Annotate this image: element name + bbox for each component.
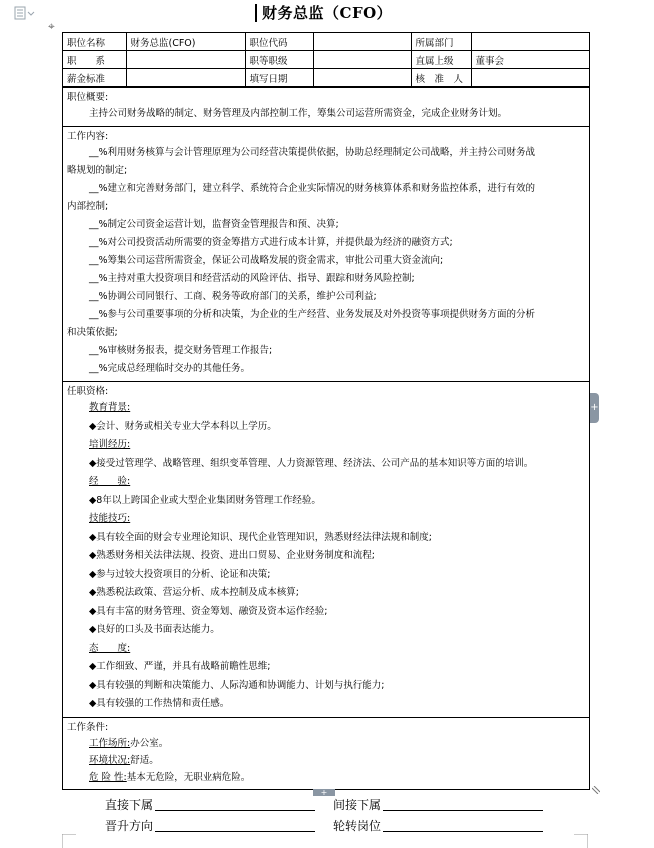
- info-row: [63, 33, 589, 51]
- section-heading: 工作条件:: [67, 721, 109, 733]
- qualifications-section[interactable]: [63, 381, 589, 717]
- add-column-button[interactable]: [590, 393, 599, 423]
- field-value[interactable]: [471, 33, 589, 51]
- requirement-item: ◆具有较强的判断和决策能力、人际沟通和协调能力、计划与执行能力;: [89, 679, 385, 691]
- resize-handle-icon[interactable]: [592, 786, 600, 794]
- condition-item: [67, 769, 585, 786]
- direct-reports-label: 直接下属: [105, 798, 154, 812]
- section-heading: 任职资格:: [67, 386, 109, 397]
- duty-line: 略规划的制定;: [67, 165, 128, 176]
- field-label: 职 系: [63, 51, 126, 69]
- field-value[interactable]: [126, 51, 245, 69]
- education-label: 教育背景:: [89, 402, 131, 413]
- training-label: 培训经历:: [89, 439, 131, 450]
- duty-line: 和决策依据;: [67, 327, 118, 338]
- corner-mark-icon: [574, 834, 588, 848]
- info-row: [63, 69, 589, 87]
- duty-item: __%筹集公司运营所需资金，保证公司战略发展的资金需求，审批公司重大资金流向;: [89, 255, 444, 266]
- promotion-path-field[interactable]: [155, 817, 315, 832]
- skills-label: 技能技巧:: [89, 513, 131, 524]
- field-value[interactable]: 董事会: [471, 51, 589, 69]
- duty-item: __%主持对重大投资项目和经营活动的风险评估、指导、跟踪和财务风险控制;: [89, 273, 415, 284]
- duty-line: __%建立和完善财务部门，建立科学、系统符合企业实际情况的财务核算体系和财务监控体系，进行有效的: [89, 183, 536, 194]
- requirement-item: ◆具有丰富的财务管理、资金筹划、融资及资本运作经验;: [89, 605, 328, 617]
- field-value[interactable]: [126, 69, 245, 87]
- field-label: 职位名称: [63, 33, 126, 51]
- field-label: 填写日期: [245, 69, 313, 87]
- field-value[interactable]: [313, 33, 411, 51]
- field-value[interactable]: [471, 69, 589, 87]
- conditions-section[interactable]: [63, 717, 589, 789]
- field-value[interactable]: 财务总监(CFO): [126, 33, 245, 51]
- duty-item: __%制定公司资金运营计划，监督资金管理报告和预、决算;: [89, 219, 339, 230]
- duty-item: __%对公司投资活动所需要的资金筹措方式进行成本计算，并提供最为经济的融资方式;: [89, 237, 453, 248]
- duty-item: __%审核财务报表，提交财务管理工作报告;: [89, 345, 273, 356]
- info-row: [63, 51, 589, 69]
- overview-section[interactable]: [63, 87, 589, 126]
- duty-item: __%完成总经理临时交办的其他任务。: [89, 363, 251, 374]
- info-table: [63, 33, 589, 87]
- requirement-item: ◆参与过较大投资项目的分析、论证和决策;: [89, 568, 271, 580]
- duty-line: __%参与公司重要事项的分析和决策，为企业的生产经营、业务发展及对外投资等事项提供财务方面的分析: [89, 309, 536, 320]
- section-heading: 职位概要:: [67, 92, 109, 103]
- condition-value: 舒适。: [130, 754, 159, 766]
- condition-item: [67, 735, 585, 752]
- condition-value: 基本无危险，无职业病危险。: [126, 771, 251, 783]
- requirement-item: ◆良好的口头及书面表达能力。: [89, 624, 220, 635]
- requirement-item: ◆工作细致、严谨，并具有战略前瞻性思维;: [89, 661, 271, 672]
- duty-item: [67, 306, 585, 342]
- duty-line: 内部控制;: [67, 201, 109, 212]
- attitude-label: 态 度:: [89, 642, 131, 654]
- field-label: 所属部门: [411, 33, 471, 51]
- indirect-reports-label: 间接下属: [333, 798, 382, 812]
- direct-reports-field[interactable]: [155, 796, 315, 811]
- move-handle-icon[interactable]: ⌖: [48, 19, 55, 33]
- condition-value: 办公室。: [130, 737, 169, 749]
- condition-label: 环境状况:: [89, 754, 131, 766]
- requirement-item: ◆熟悉税法政策、营运分析、成本控制及成本核算;: [89, 587, 300, 598]
- duty-item: __%协调公司同银行、工商、税务等政府部门的关系，维护公司利益;: [89, 291, 377, 302]
- requirement-item: ◆8年以上跨国企业或大型企业集团财务管理工作经验。: [89, 494, 321, 506]
- section-heading: 工作内容:: [67, 131, 109, 142]
- corner-mark-icon: [62, 834, 76, 848]
- rotation-posts-field[interactable]: [383, 817, 543, 832]
- overview-text: 主持公司财务战略的制定、财务管理及内部控制工作，筹集公司运营所需资金，完成企业财务计划。: [89, 108, 508, 119]
- requirement-item: ◆具有较全面的财会专业理论知识、现代企业管理知识，熟悉财经法律法规和制度;: [89, 531, 433, 543]
- page-title: [255, 4, 392, 22]
- document-icon[interactable]: [14, 6, 36, 20]
- plus-icon: +: [590, 402, 599, 413]
- add-row-button[interactable]: [313, 789, 335, 796]
- field-value[interactable]: [313, 69, 411, 87]
- field-label: 直属上级: [411, 51, 471, 69]
- plus-icon: +: [320, 788, 328, 797]
- duty-item: [67, 180, 585, 216]
- field-label: 职位代码: [245, 33, 313, 51]
- experience-label: 经 验:: [89, 476, 131, 487]
- field-label: 职等职级: [245, 51, 313, 69]
- field-value[interactable]: [313, 51, 411, 69]
- promotion-path-label: 晋升方向: [105, 819, 154, 833]
- condition-label: 工作场所:: [89, 737, 131, 749]
- condition-label: 危 险 性:: [89, 771, 127, 783]
- field-label: 核 准 人: [411, 69, 471, 87]
- field-label: 薪金标准: [63, 69, 126, 87]
- job-description-form: [62, 32, 590, 790]
- duties-section[interactable]: [63, 126, 589, 381]
- requirement-item: ◆接受过管理学、战略管理、组织变革管理、人力资源管理、经济法、公司产品的基本知识等方面的培训。: [89, 457, 534, 469]
- page-title-text: 财务总监（CFO）: [262, 4, 393, 22]
- requirement-item: ◆熟悉财务相关法律法规、投资、进出口贸易、企业财务制度和流程;: [89, 550, 376, 561]
- indirect-reports-field[interactable]: [383, 796, 543, 811]
- requirement-item: ◆具有较强的工作热情和责任感。: [89, 698, 230, 709]
- rotation-posts-label: 轮转岗位: [333, 819, 382, 833]
- duty-item: [67, 144, 585, 180]
- duty-line: __%利用财务核算与会计管理原理为公司经营决策提供依据，协助总经理制定公司战略，并主持公司财务战: [89, 147, 536, 158]
- condition-item: [67, 752, 585, 769]
- requirement-item: ◆会计、财务或相关专业大学本科以上学历。: [89, 420, 277, 432]
